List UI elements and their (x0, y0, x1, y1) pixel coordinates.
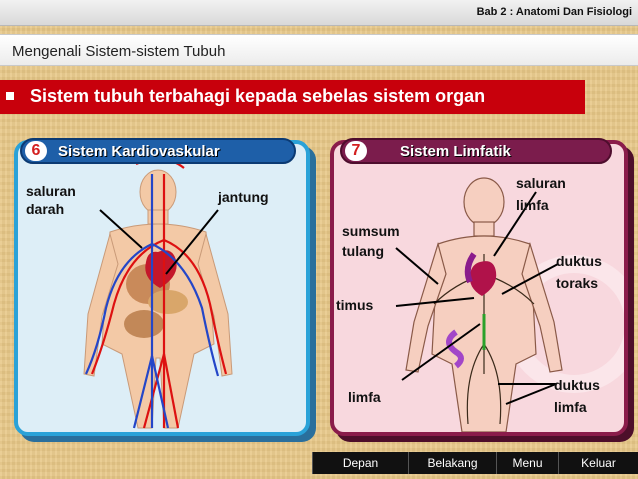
lymph-tab (340, 138, 612, 164)
label-saluran-limfa-2: limfa (516, 197, 549, 213)
lymph-number: 7 (345, 141, 367, 161)
nav-menu-button[interactable]: Menu (496, 452, 558, 474)
label-darah: darah (26, 201, 65, 217)
label-limfa: limfa (348, 389, 381, 405)
label-saluran: saluran (26, 183, 76, 199)
bottom-nav (312, 452, 638, 474)
cardio-title: Sistem Kardiovaskular (58, 143, 220, 160)
nav-belakang-button[interactable]: Belakang (408, 452, 496, 474)
label-duktus-toraks-1: duktus (556, 253, 602, 269)
label-saluran-limfa-1: saluran (516, 175, 566, 191)
banner-text: Sistem tubuh terbahagi kepada sebelas sistem organ (30, 86, 486, 106)
top-bar (0, 0, 638, 26)
label-timus: timus (336, 297, 374, 313)
chapter-title: Bab 2 : Anatomi Dan Fisiologi (476, 6, 632, 18)
label-sumsum: sumsum (342, 223, 400, 239)
label-duktus-toraks-2: toraks (556, 275, 599, 291)
page-subtitle: Mengenali Sistem-sistem Tubuh (12, 43, 226, 60)
nav-depan-button[interactable]: Depan (312, 452, 408, 474)
label-duktus-limfa-2: limfa (554, 399, 587, 415)
label-jantung: jantung (218, 189, 269, 205)
bullet-icon (6, 92, 14, 100)
cardio-tab (20, 138, 296, 164)
label-duktus-limfa-1: duktus (554, 377, 600, 393)
nav-keluar-button[interactable]: Keluar (558, 452, 638, 474)
subtitle-bar (0, 34, 638, 66)
lymph-title: Sistem Limfatik (400, 143, 511, 160)
cardio-number: 6 (25, 141, 47, 161)
topic-banner (0, 80, 585, 114)
label-tulang: tulang (342, 243, 384, 259)
